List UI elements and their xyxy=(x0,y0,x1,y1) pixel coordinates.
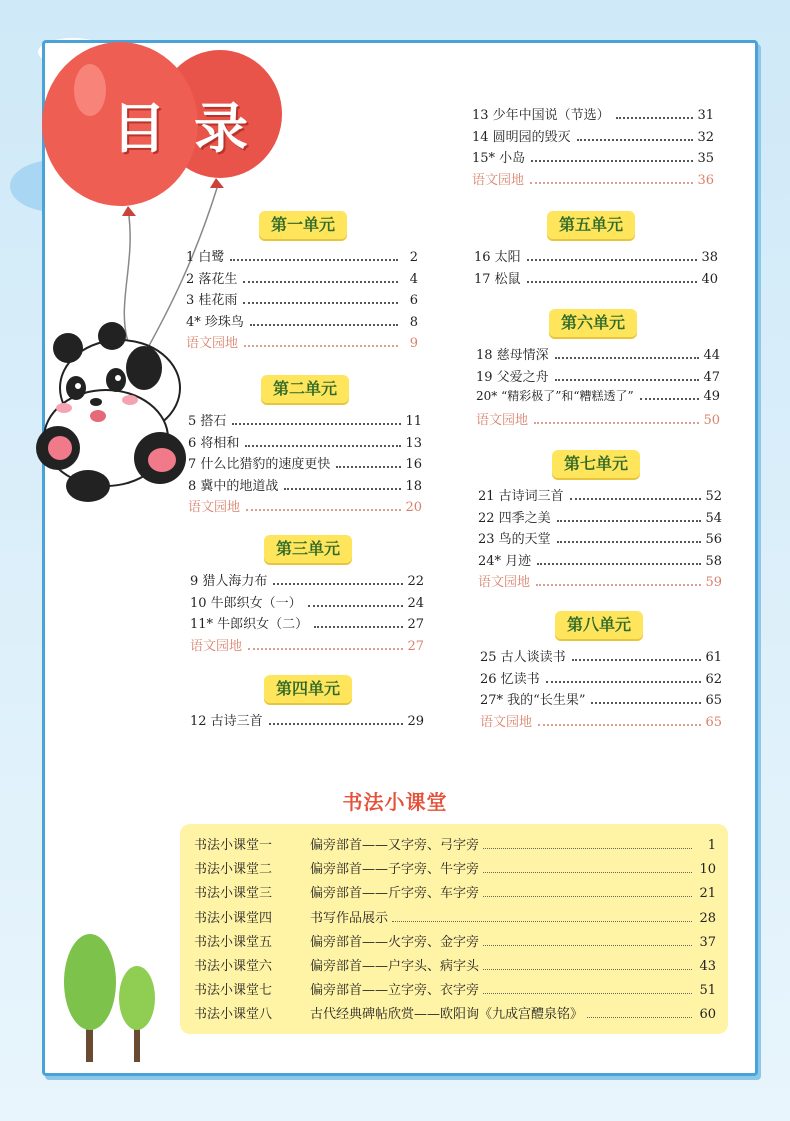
leader-dots xyxy=(483,969,692,970)
toc-entry[interactable] xyxy=(190,710,424,732)
entry-page: 20 xyxy=(405,500,422,516)
toc-entry[interactable] xyxy=(186,268,418,290)
leader-dots xyxy=(483,945,692,946)
toc-entry[interactable] xyxy=(476,366,720,388)
toc-entry[interactable] xyxy=(190,613,424,635)
entry-page: 9 xyxy=(409,336,418,352)
leader-dots xyxy=(531,160,693,162)
entry-title: 11* 牛郎织女（二） xyxy=(190,617,309,633)
calligraphy-entry[interactable] xyxy=(194,931,716,955)
entry-title: 9 猎人海力布 xyxy=(190,574,268,589)
unit-4-list xyxy=(190,710,424,732)
calligraphy-topic: 古代经典碑帖欣赏——欧阳询《九成宫醴泉铭》 xyxy=(310,1007,584,1023)
leader-dots xyxy=(483,993,692,994)
unit-3-list xyxy=(190,570,424,656)
toc-entry-language-garden[interactable] xyxy=(472,169,714,191)
leader-dots xyxy=(527,281,698,283)
toc-entry[interactable] xyxy=(188,475,422,497)
leader-dots xyxy=(537,563,701,565)
toc-entry[interactable] xyxy=(478,550,722,572)
unit-title-2: 第二单元 xyxy=(261,375,349,403)
toc-entry[interactable] xyxy=(472,104,714,126)
calligraphy-lesson-name: 书法小课堂六 xyxy=(194,958,273,974)
leader-dots xyxy=(530,182,693,184)
entry-page: 59 xyxy=(705,575,722,591)
entry-page: 27 xyxy=(407,638,424,654)
unit-7-list xyxy=(478,485,722,593)
entry-page: 35 xyxy=(697,151,714,167)
leader-dots xyxy=(570,498,702,500)
calligraphy-page: 1 xyxy=(707,838,716,853)
leader-dots xyxy=(572,659,702,661)
calligraphy-entry[interactable] xyxy=(194,882,716,906)
toc-entry-language-garden[interactable] xyxy=(186,332,418,354)
entry-page: 11 xyxy=(405,414,422,429)
leader-dots xyxy=(527,259,698,261)
toc-entry[interactable] xyxy=(476,344,720,366)
leader-dots xyxy=(245,445,401,447)
unit-5-list xyxy=(474,246,718,289)
leader-dots xyxy=(557,520,702,522)
entry-page: 40 xyxy=(701,271,718,287)
leader-dots xyxy=(483,872,692,873)
trees-illustration xyxy=(60,930,170,1065)
unit-title-1: 第一单元 xyxy=(259,211,347,239)
entry-page: 29 xyxy=(407,714,424,729)
leader-dots xyxy=(577,139,694,141)
entry-page: 6 xyxy=(409,293,418,309)
entry-title: 10 牛郎织女（一） xyxy=(190,595,302,611)
leader-dots xyxy=(392,921,692,922)
entry-page: 31 xyxy=(697,108,714,123)
calligraphy-entry[interactable] xyxy=(194,1003,716,1027)
leader-dots xyxy=(248,648,403,650)
calligraphy-lesson-name: 书法小课堂二 xyxy=(194,862,273,878)
calligraphy-entry[interactable] xyxy=(194,955,716,979)
entry-title: 语文园地 xyxy=(478,575,531,591)
leader-dots xyxy=(640,398,700,400)
entry-title: 4* 珍珠鸟 xyxy=(186,314,244,330)
toc-entry[interactable] xyxy=(188,453,422,475)
unit-title-7: 第七单元 xyxy=(552,450,640,478)
toc-entry[interactable] xyxy=(480,668,722,690)
calligraphy-topic: 偏旁部首——火字旁、金字旁 xyxy=(310,934,480,950)
entry-page: 61 xyxy=(705,650,722,665)
entry-title: 16 太阳 xyxy=(474,250,521,265)
calligraphy-topic: 偏旁部首——户字头、病字头 xyxy=(310,958,480,974)
entry-title: 14 圆明园的毁灭 xyxy=(472,129,571,145)
leader-dots xyxy=(244,345,398,347)
calligraphy-topic: 偏旁部首——斤字旁、车字旁 xyxy=(310,886,480,902)
page-title: 目录 xyxy=(112,97,276,160)
leader-dots xyxy=(557,541,702,543)
unit-title-5: 第五单元 xyxy=(547,211,635,239)
unit-title-8: 第八单元 xyxy=(555,611,643,639)
entry-title: 17 松鼠 xyxy=(474,271,521,287)
entry-page: 32 xyxy=(697,129,714,145)
entry-page: 49 xyxy=(703,389,720,405)
entry-title: 7 什么比猎豹的速度更快 xyxy=(188,457,331,473)
entry-title: 12 古诗三首 xyxy=(190,714,263,729)
entry-title: 8 冀中的地道战 xyxy=(188,478,279,494)
calligraphy-list xyxy=(180,824,728,1034)
leader-dots xyxy=(534,422,699,424)
leader-dots xyxy=(284,488,401,490)
unit-title-3: 第三单元 xyxy=(264,535,352,563)
calligraphy-lesson-name: 书法小课堂三 xyxy=(194,886,273,902)
entry-page: 65 xyxy=(705,693,722,709)
calligraphy-page: 51 xyxy=(699,983,716,999)
leader-dots xyxy=(243,302,398,304)
calligraphy-lesson-name: 书法小课堂一 xyxy=(194,838,273,853)
entry-page: 16 xyxy=(405,457,422,473)
entry-title: 15* 小岛 xyxy=(472,151,526,167)
calligraphy-entry[interactable] xyxy=(194,907,716,931)
entry-page: 38 xyxy=(701,250,718,265)
entry-page: 65 xyxy=(705,714,722,730)
calligraphy-topic: 书写作品展示 xyxy=(310,910,389,926)
calligraphy-page: 60 xyxy=(699,1007,716,1023)
leader-dots xyxy=(250,324,398,326)
calligraphy-lesson-name: 书法小课堂八 xyxy=(194,1007,273,1023)
calligraphy-topic: 偏旁部首——又字旁、弓字旁 xyxy=(310,838,480,853)
toc-entry[interactable] xyxy=(478,507,722,529)
leader-dots xyxy=(538,724,701,726)
leader-dots xyxy=(591,702,701,704)
calligraphy-lesson-name: 书法小课堂七 xyxy=(194,983,273,999)
leader-dots xyxy=(243,281,398,283)
entry-page: 50 xyxy=(703,412,720,428)
entry-page: 24 xyxy=(407,595,424,611)
leader-dots xyxy=(273,583,403,585)
entry-page: 52 xyxy=(705,489,722,504)
calligraphy-entry[interactable] xyxy=(194,858,716,882)
calligraphy-entry[interactable] xyxy=(194,979,716,1003)
unit-6-list xyxy=(476,344,720,430)
leader-dots xyxy=(269,723,404,725)
calligraphy-lesson-name: 书法小课堂五 xyxy=(194,934,273,950)
toc-entry[interactable] xyxy=(190,592,424,614)
entry-title: 22 四季之美 xyxy=(478,510,551,526)
leader-dots xyxy=(308,605,404,607)
toc-entry-language-garden[interactable] xyxy=(480,711,722,733)
toc-entry[interactable] xyxy=(480,689,722,711)
entry-page: 47 xyxy=(703,369,720,385)
leader-dots xyxy=(616,117,694,119)
entry-page: 44 xyxy=(703,348,720,363)
entry-title: 23 鸟的天堂 xyxy=(478,532,551,548)
entry-title: 25 古人谈读书 xyxy=(480,650,566,665)
entry-page: 2 xyxy=(409,250,418,265)
entry-title: 语文园地 xyxy=(476,412,529,428)
entry-page: 27 xyxy=(407,617,424,633)
toc-entry[interactable] xyxy=(188,432,422,454)
entry-title: 语文园地 xyxy=(186,336,239,352)
toc-entry[interactable] xyxy=(186,311,418,333)
entry-title: 1 白鹭 xyxy=(186,250,225,265)
toc-entry[interactable] xyxy=(474,246,718,268)
toc-entry[interactable] xyxy=(476,387,720,409)
toc-entry[interactable] xyxy=(480,646,722,668)
toc-entry[interactable] xyxy=(478,528,722,550)
unit-1-list xyxy=(186,246,418,354)
toc-entry[interactable] xyxy=(186,246,418,268)
entry-title: 5 搭石 xyxy=(188,414,227,429)
toc-entry[interactable] xyxy=(478,485,722,507)
leader-dots xyxy=(483,848,692,849)
entry-page: 22 xyxy=(407,574,424,589)
leader-dots xyxy=(232,423,401,425)
entry-page: 4 xyxy=(409,271,418,287)
entry-page: 58 xyxy=(705,553,722,569)
calligraphy-topic: 偏旁部首——子字旁、牛字旁 xyxy=(310,862,480,878)
entry-title: 19 父爱之舟 xyxy=(476,369,549,385)
toc-entry-language-garden[interactable] xyxy=(190,635,424,657)
unit-title-6: 第六单元 xyxy=(549,309,637,337)
leader-dots xyxy=(336,466,401,468)
leader-dots xyxy=(587,1017,692,1018)
entry-page: 8 xyxy=(409,314,418,330)
calligraphy-page: 10 xyxy=(699,862,716,878)
leader-dots xyxy=(246,509,401,511)
toc-entry[interactable] xyxy=(186,289,418,311)
toc-entry-language-garden[interactable] xyxy=(478,571,722,593)
calligraphy-page: 28 xyxy=(699,910,716,926)
leader-dots xyxy=(555,357,700,359)
leader-dots xyxy=(230,259,398,261)
toc-entry-language-garden[interactable] xyxy=(476,409,720,431)
entry-title: 24* 月迹 xyxy=(478,553,532,569)
entry-title: 21 古诗词三首 xyxy=(478,489,564,504)
entry-title: 27* 我的“长生果” xyxy=(480,693,586,709)
entry-title: 6 将相和 xyxy=(188,435,240,451)
leader-dots xyxy=(555,379,700,381)
entry-title: 3 桂花雨 xyxy=(186,293,238,309)
toc-entry-language-garden[interactable] xyxy=(188,496,422,518)
toc-entry[interactable] xyxy=(188,410,422,432)
entry-title: 13 少年中国说（节选） xyxy=(472,108,610,123)
toc-entry[interactable] xyxy=(190,570,424,592)
entry-title: 26 忆读书 xyxy=(480,671,540,687)
entry-page: 13 xyxy=(405,435,422,451)
entry-title: 2 落花生 xyxy=(186,271,238,287)
unit-8-list xyxy=(480,646,722,732)
calligraphy-section-title: 书法小课堂 xyxy=(342,790,448,814)
calligraphy-topic: 偏旁部首——立字旁、衣字旁 xyxy=(310,983,480,999)
toc-entry[interactable] xyxy=(474,268,718,290)
entry-title: 语文园地 xyxy=(188,500,241,516)
calligraphy-lesson-name: 书法小课堂四 xyxy=(194,910,273,926)
entry-page: 18 xyxy=(405,478,422,494)
unit-4-continued-list xyxy=(472,104,714,190)
unit-title-4: 第四单元 xyxy=(264,675,352,703)
entry-title: 20* “精彩极了”和“糟糕透了” xyxy=(476,389,634,404)
entry-page: 54 xyxy=(705,510,722,526)
entry-title: 18 慈母情深 xyxy=(476,348,549,363)
toc-entry[interactable] xyxy=(472,126,714,148)
calligraphy-page: 21 xyxy=(699,886,716,902)
entry-page: 62 xyxy=(705,671,722,687)
entry-title: 语文园地 xyxy=(480,714,533,730)
entry-title: 语文园地 xyxy=(472,172,525,188)
entry-page: 36 xyxy=(697,172,714,188)
calligraphy-page: 37 xyxy=(699,934,716,950)
leader-dots xyxy=(314,626,403,628)
calligraphy-entry[interactable] xyxy=(194,834,716,858)
calligraphy-page: 43 xyxy=(699,958,716,974)
leader-dots xyxy=(483,896,692,897)
toc-entry[interactable] xyxy=(472,147,714,169)
entry-title: 语文园地 xyxy=(190,638,243,654)
unit-2-list xyxy=(188,410,422,518)
leader-dots xyxy=(536,584,701,586)
leader-dots xyxy=(546,681,702,683)
entry-page: 56 xyxy=(705,532,722,548)
